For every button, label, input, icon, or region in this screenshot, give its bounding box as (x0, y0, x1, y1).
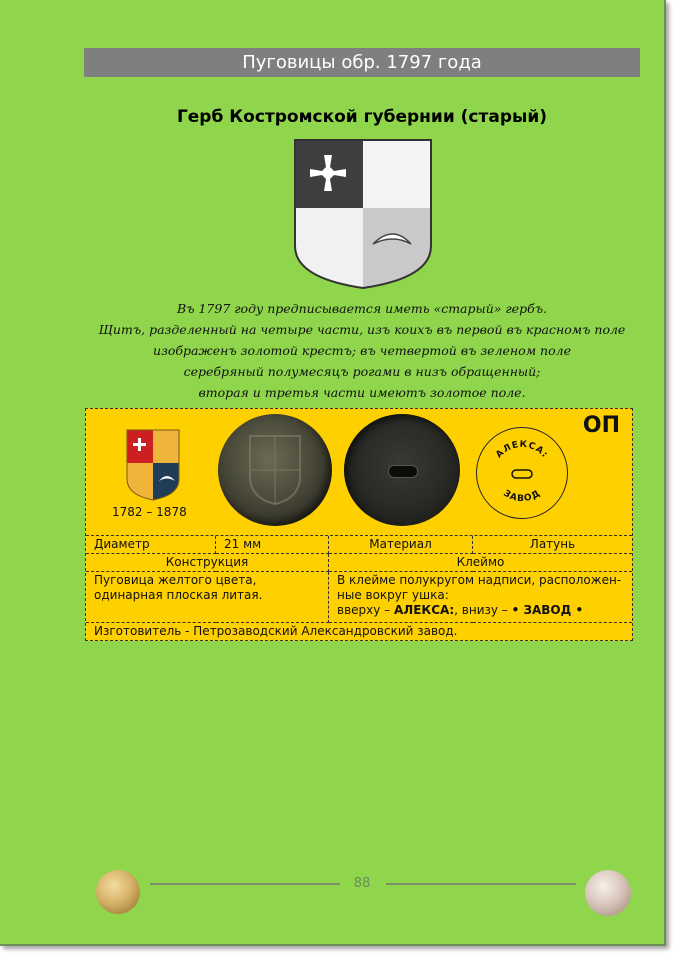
construction-header: Конструкция (86, 554, 329, 572)
button-shank (388, 465, 418, 478)
mark-top-value: АЛЕКСА: (393, 603, 455, 617)
button-back-photo (344, 414, 460, 526)
page-number: 88 (353, 876, 371, 891)
button-front-photo (218, 414, 332, 526)
diameter-label: Диаметр (86, 536, 216, 554)
page-title: Герб Костромской губернии (старый) (176, 107, 548, 127)
mark-text-line: ные вокруг ушка: (337, 588, 449, 602)
coat-of-arms-shield (293, 138, 433, 290)
description-line: изображенъ золотой крестъ; въ четвертой въ зеленом поле (153, 343, 571, 358)
description-line: вторая и третья части имеютъ золотое поле. (198, 385, 526, 400)
mark-text-line (337, 603, 624, 618)
mark-bottom-value: • ЗАВОД • (511, 603, 584, 617)
table-row (86, 536, 632, 554)
footer-divider-right (386, 883, 576, 885)
table-row (86, 554, 632, 572)
description (84, 298, 640, 403)
mark-bottom-prefix: , внизу – (454, 603, 512, 617)
material-value: Латунь (473, 536, 633, 554)
stamp-top-text: АЛЕКСА: (494, 439, 550, 461)
manufacturer-text: Изготовитель - Петрозаводский Александровский завод. (86, 623, 632, 641)
table-row (86, 623, 632, 641)
diameter-value: 21 мм (216, 536, 329, 554)
years-label: 1782 – 1878 (112, 505, 187, 519)
description-line: серебряный полумесяцъ рогами в низъ обращенный; (183, 364, 541, 379)
svg-text:АЛЕКСА: (494, 440, 550, 460)
button-card (85, 408, 633, 641)
specs-table (86, 536, 632, 640)
stamp-diagram (476, 427, 568, 519)
construction-text: Пуговица желтого цвета, одинарная плоская литая. (86, 572, 329, 623)
footer-divider-left (150, 883, 340, 885)
section-banner: Пуговицы обр. 1797 года (84, 48, 640, 77)
mark-header: Клеймо (329, 554, 633, 572)
description-line: Въ 1797 году предписывается иметь «старый» гербъ. (176, 301, 548, 316)
silver-coin-icon (585, 870, 631, 916)
op-badge: ОП (582, 413, 620, 438)
svg-text:ЗАВОД (501, 489, 542, 505)
stamp-bottom-text: ЗАВОД (501, 488, 543, 505)
description-line: Щитъ, разделенный на четыре части, изъ коихъ въ первой въ красномъ поле (98, 322, 626, 337)
mark-text (329, 572, 633, 623)
table-row (86, 572, 632, 623)
small-coat-of-arms-icon (126, 429, 180, 501)
gold-coin-icon (96, 870, 140, 914)
material-label: Материал (329, 536, 473, 554)
images-row (86, 409, 632, 536)
mark-text-line: В клейме полукругом надписи, расположен- (337, 573, 622, 587)
mark-top-prefix: вверху – (337, 603, 394, 617)
